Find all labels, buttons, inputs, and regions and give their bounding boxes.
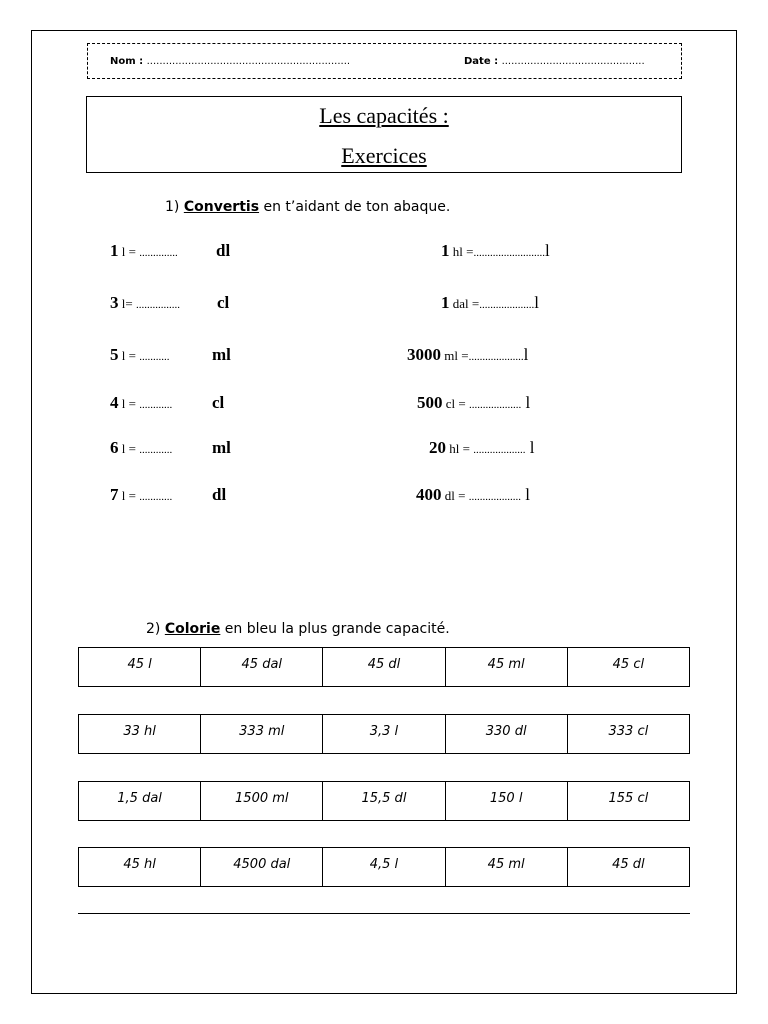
conv-value: 20 [429,438,446,457]
conv-target-unit: dl [216,241,231,260]
answer-blank[interactable]: .......................... [473,247,545,259]
capacity-cell[interactable]: 4500 dal [201,848,323,887]
conversion-left-1 [110,241,231,261]
capacity-cell[interactable]: 45 ml [445,848,567,887]
title-box [86,96,682,173]
conv-target-unit: l [520,485,530,504]
conv-value: 1 [110,241,119,260]
conv-target-unit: ml [212,345,231,364]
conv-source-unit: l = [118,348,140,363]
answer-blank[interactable]: .................... [468,351,524,363]
conv-source-unit: ml = [441,348,469,363]
date-dots: ............................................. [501,56,645,67]
exercise1-rest: en t’aidant de ton abaque. [259,199,451,215]
exercise2-verb: Colorie [164,621,221,637]
conversion-left-6 [110,485,227,505]
conv-target-unit: ml [212,438,231,457]
conversion-left-4 [110,393,225,413]
capacity-cell[interactable]: 333 ml [201,715,323,754]
conv-source-unit: dl = [441,488,469,503]
capacity-cell[interactable]: 33 hl [79,715,201,754]
conv-source-unit: l = [118,441,140,456]
conv-value: 6 [110,438,119,457]
conversion-right-6 [416,485,530,505]
conv-source-unit: cl = [442,396,469,411]
conv-value: 400 [416,485,442,504]
conv-target-unit: l [523,345,529,364]
capacity-cell[interactable]: 45 dl [567,848,689,887]
conv-source-unit: l = [118,396,140,411]
exercise2-rest: en bleu la plus grande capacité. [220,621,450,637]
conv-target-unit: l [521,393,531,412]
capacity-cell[interactable]: 155 cl [567,782,689,821]
capacity-row-2 [78,714,690,754]
name-field[interactable] [110,56,350,67]
conv-value: 5 [110,345,119,364]
date-label: Date : [464,56,499,67]
page-subtitle: Exercices [341,143,427,168]
exercise1-number: 1) [165,199,180,215]
answer-blank[interactable]: ........... [139,351,170,363]
capacity-cell[interactable]: 333 cl [567,715,689,754]
conv-target-unit: dl [212,485,227,504]
conversion-right-3 [407,345,528,365]
name-label: Nom : [110,56,144,67]
capacity-cell[interactable]: 45 dl [323,648,445,687]
capacity-row-4 [78,847,690,887]
conversion-left-5 [110,438,231,458]
conv-target-unit: l [525,438,535,457]
capacity-cell[interactable]: 45 ml [445,648,567,687]
capacity-cell[interactable]: 15,5 dl [323,782,445,821]
answer-blank[interactable]: ............ [139,399,173,411]
answer-blank[interactable]: ................... [468,491,521,503]
conv-source-unit: hl = [446,441,474,456]
exercise1-instruction [165,199,450,215]
conv-target-unit: l [544,241,550,260]
conversion-left-3 [110,345,231,365]
answer-blank[interactable]: .............. [139,247,178,259]
answer-blank[interactable]: ............ [139,491,173,503]
conv-value: 500 [417,393,443,412]
answer-blank[interactable]: ............ [139,444,173,456]
conversion-left-2 [110,293,230,313]
capacity-cell[interactable]: 45 l [79,648,201,687]
answer-blank[interactable]: ................ [135,299,180,311]
exercise2-instruction [146,621,450,637]
capacity-cell[interactable]: 330 dl [445,715,567,754]
page-title: Les capacités : [319,103,449,128]
capacity-row-3 [78,781,690,821]
conv-target-unit: cl [212,393,225,412]
capacity-cell[interactable]: 1,5 dal [79,782,201,821]
conv-value: 4 [110,393,119,412]
capacity-cell[interactable]: 3,3 l [323,715,445,754]
capacity-cell[interactable]: 45 cl [567,648,689,687]
conversion-right-5 [429,438,534,458]
conversion-right-4 [417,393,530,413]
conv-value: 1 [441,293,450,312]
conv-value: 3000 [407,345,441,364]
conv-source-unit: l = [118,244,140,259]
conversion-right-2 [441,293,539,313]
capacity-cell[interactable]: 4,5 l [323,848,445,887]
conversion-right-1 [441,241,550,261]
student-header [87,43,682,79]
exercise1-verb: Convertis [183,199,260,215]
conv-target-unit: cl [217,293,230,312]
conv-value: 1 [441,241,450,260]
conv-value: 3 [110,293,119,312]
capacity-cell[interactable]: 45 hl [79,848,201,887]
answer-blank[interactable]: ................... [473,444,526,456]
conv-source-unit: l = [118,488,140,503]
capacity-cell[interactable]: 150 l [445,782,567,821]
name-dots: ................................................................ [146,56,351,67]
capacity-cell[interactable]: 45 dal [201,648,323,687]
capacity-row-1 [78,647,690,687]
conv-target-unit: l [534,293,539,312]
conv-value: 7 [110,485,119,504]
exercise2-number: 2) [146,621,161,637]
bottom-rule [78,913,690,914]
date-field[interactable] [464,56,645,67]
capacity-cell[interactable]: 1500 ml [201,782,323,821]
conv-source-unit: hl = [449,244,474,259]
answer-blank[interactable]: ................... [468,399,522,411]
conv-source-unit: dal = [449,296,480,311]
conv-source-unit: l= [118,296,136,311]
answer-blank[interactable]: .................... [479,299,535,311]
